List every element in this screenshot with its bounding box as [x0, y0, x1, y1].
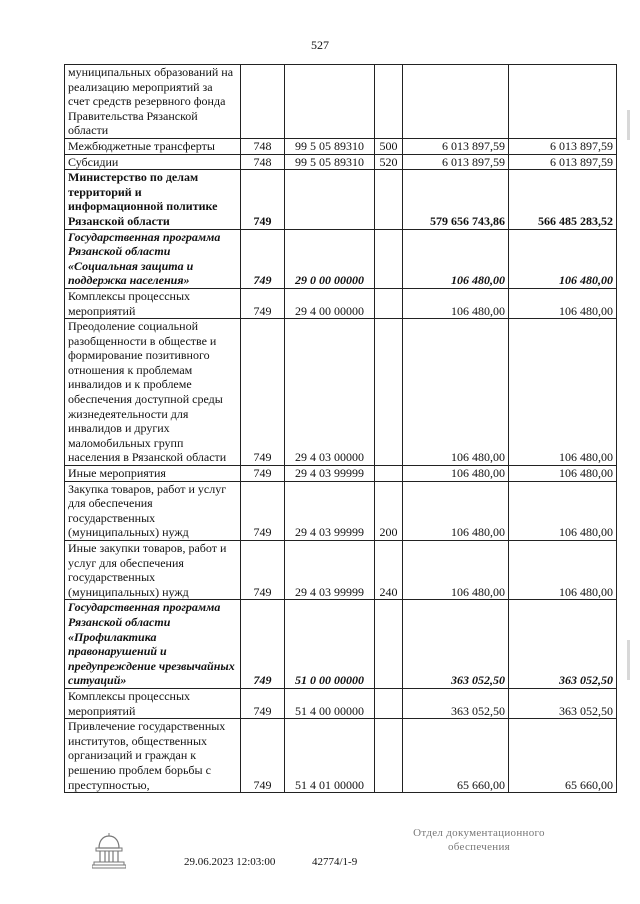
table-row [65, 688, 617, 718]
row-amount-2: 363 052,50 [509, 600, 617, 689]
row-target-code [285, 170, 375, 229]
table-row [65, 288, 617, 318]
row-target-code: 29 4 00 00000 [285, 288, 375, 318]
row-target-code: 51 4 00 00000 [285, 688, 375, 718]
margin-mark [627, 640, 630, 680]
row-target-code: 51 4 01 00000 [285, 719, 375, 793]
row-amount-2: 106 480,00 [509, 319, 617, 466]
row-target-code: 29 0 00 00000 [285, 229, 375, 288]
department-stamp [404, 826, 554, 854]
duma-building-logo-icon [92, 832, 126, 872]
row-code: 749 [241, 319, 285, 466]
margin-mark [627, 110, 630, 140]
row-target-code [285, 65, 375, 139]
row-name: Комплексы процессных мероприятий [65, 688, 241, 718]
row-amount-1: 106 480,00 [403, 288, 509, 318]
row-amount-1: 65 660,00 [403, 719, 509, 793]
row-code: 749 [241, 688, 285, 718]
department-line-1: Отдел документационного [413, 827, 545, 839]
row-amount-1: 6 013 897,59 [403, 138, 509, 154]
page-number: 527 [311, 38, 329, 52]
row-target-code: 99 5 05 89310 [285, 154, 375, 170]
document-code: 42774/1-9 [312, 856, 358, 868]
row-amount-2: 106 480,00 [509, 541, 617, 600]
row-target-code: 99 5 05 89310 [285, 138, 375, 154]
row-code: 749 [241, 481, 285, 540]
row-amount-1: 106 480,00 [403, 319, 509, 466]
row-code: 749 [241, 288, 285, 318]
row-amount-2: 106 480,00 [509, 481, 617, 540]
row-expense-type [375, 319, 403, 466]
row-code: 749 [241, 229, 285, 288]
row-target-code: 51 0 00 00000 [285, 600, 375, 689]
row-amount-2: 6 013 897,59 [509, 138, 617, 154]
department-line-2: обеспечения [447, 841, 511, 853]
row-expense-type: 200 [375, 481, 403, 540]
row-code: 749 [241, 541, 285, 600]
row-code: 748 [241, 138, 285, 154]
row-amount-1: 363 052,50 [403, 688, 509, 718]
row-name: Межбюджетные трансферты [65, 138, 241, 154]
row-name: Государственная программа Рязанской области «Социальная защита и поддержка населения» [65, 229, 241, 288]
row-name: Субсидии [65, 154, 241, 170]
row-name: Комплексы процессных мероприятий [65, 288, 241, 318]
row-amount-1: 6 013 897,59 [403, 154, 509, 170]
row-amount-1: 579 656 743,86 [403, 170, 509, 229]
row-amount-1: 106 480,00 [403, 481, 509, 540]
row-target-code: 29 4 03 99999 [285, 481, 375, 540]
row-code: 749 [241, 600, 285, 689]
row-name: Государственная программа Рязанской области «Профилактика правонарушений и предупреждение чрезвычайных ситуаций» [65, 600, 241, 689]
budget-table [64, 64, 617, 793]
row-expense-type [375, 65, 403, 139]
table-row [65, 170, 617, 229]
row-expense-type [375, 288, 403, 318]
signature-date: 29.06.2023 12:03:00 [184, 856, 276, 868]
row-amount-1: 106 480,00 [403, 466, 509, 482]
row-expense-type [375, 719, 403, 793]
row-expense-type [375, 466, 403, 482]
row-target-code: 29 4 03 00000 [285, 319, 375, 466]
document-footer [0, 826, 640, 886]
row-amount-2: 106 480,00 [509, 466, 617, 482]
row-name: муниципальных образований на реализацию мероприятий за счет средств резервного фонда Правительства Рязанской области [65, 65, 241, 139]
row-amount-1: 363 052,50 [403, 600, 509, 689]
row-name: Иные мероприятия [65, 466, 241, 482]
table-row [65, 138, 617, 154]
row-target-code: 29 4 03 99999 [285, 541, 375, 600]
row-expense-type [375, 170, 403, 229]
row-code: 749 [241, 170, 285, 229]
row-amount-1: 106 480,00 [403, 229, 509, 288]
table-row [65, 541, 617, 600]
row-name: Министерство по делам территорий и информационной политике Рязанской области [65, 170, 241, 229]
row-expense-type: 500 [375, 138, 403, 154]
row-target-code: 29 4 03 99999 [285, 466, 375, 482]
row-name: Закупка товаров, работ и услуг для обеспечения государственных (муниципальных) нужд [65, 481, 241, 540]
row-code: 748 [241, 154, 285, 170]
row-amount-2: 65 660,00 [509, 719, 617, 793]
table-row [65, 600, 617, 689]
row-amount-2: 106 480,00 [509, 229, 617, 288]
table-row [65, 481, 617, 540]
row-expense-type: 240 [375, 541, 403, 600]
row-amount-2: 106 480,00 [509, 288, 617, 318]
table-row [65, 719, 617, 793]
row-amount-1: 106 480,00 [403, 541, 509, 600]
row-amount-2: 363 052,50 [509, 688, 617, 718]
row-amount-2: 6 013 897,59 [509, 154, 617, 170]
row-expense-type [375, 600, 403, 689]
row-name: Преодоление социальной разобщенности в обществе и формирование позитивного отношения к проблемам инвалидов и к проблеме обеспечения доступной среды жизнедеятельности для инвалидов и других маломобильных групп населения в Рязанской области [65, 319, 241, 466]
row-amount-2: 566 485 283,52 [509, 170, 617, 229]
row-expense-type [375, 229, 403, 288]
row-name: Иные закупки товаров, работ и услуг для обеспечения государственных (муниципальных) нужд [65, 541, 241, 600]
row-expense-type: 520 [375, 154, 403, 170]
row-expense-type [375, 688, 403, 718]
row-amount-2 [509, 65, 617, 139]
table-row [65, 319, 617, 466]
table-row [65, 154, 617, 170]
table-row [65, 229, 617, 288]
table-row [65, 466, 617, 482]
row-amount-1 [403, 65, 509, 139]
table-row [65, 65, 617, 139]
row-code: 749 [241, 719, 285, 793]
row-name: Привлечение государственных институтов, общественных организаций и граждан к решению проблем борьбы с преступностью, [65, 719, 241, 793]
row-code: 749 [241, 466, 285, 482]
row-code [241, 65, 285, 139]
